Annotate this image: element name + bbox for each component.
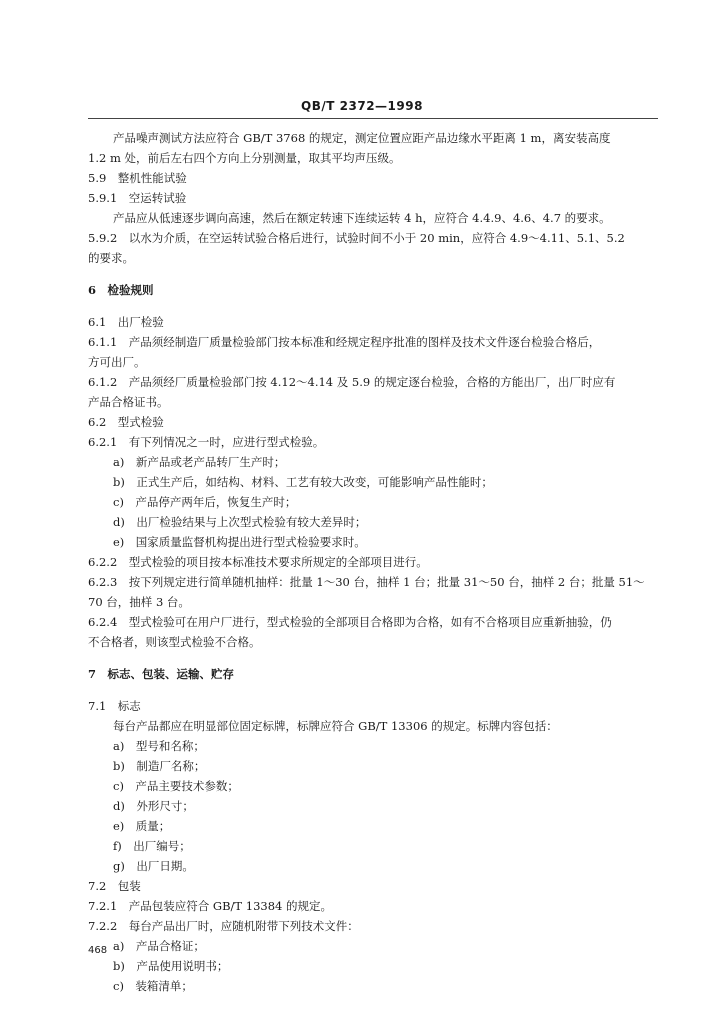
list-item: d) 外形尺寸；	[113, 799, 194, 813]
spacer	[88, 684, 658, 696]
text-line: 6.2.1 有下列情况之一时，应进行型式检验。	[88, 435, 325, 449]
list-item: c) 产品主要技术参数；	[113, 779, 239, 793]
list-item: e) 国家质量监督机构提出进行型式检验要求时。	[113, 535, 366, 549]
list-item: a) 产品合格证；	[113, 939, 205, 953]
header-rule	[88, 118, 658, 119]
text-line: 5.9.1 空运转试验	[88, 191, 187, 205]
list-item: g) 出厂日期。	[113, 859, 194, 873]
text-line: 6.2.4 型式检验可在用户厂进行，型式检验的全部项目合格即为合格，如有不合格项目应重新抽验，仍	[88, 615, 612, 629]
text-line: 1.2 m 处，前后左右四个方向上分别测量，取其平均声压级。	[88, 151, 401, 165]
text-line: 方可出厂。	[88, 355, 146, 369]
spacer	[88, 652, 658, 664]
document-body	[88, 128, 658, 996]
text-line: 6.1.2 产品须经厂质量检验部门按 4.12～4.14 及 5.9 的规定逐台检验，合格的方能出厂，出厂时应有	[88, 375, 616, 389]
text-line: 6.1.1 产品须经制造厂质量检验部门按本标准和经规定程序批准的图样及技术文件逐台检验合格后，	[88, 335, 601, 349]
text-line: 6.2 型式检验	[88, 415, 164, 429]
page-number: 468	[88, 945, 108, 956]
list-item: b) 制造厂名称；	[113, 759, 206, 773]
text-line: 7.2.2 每台产品出厂时，应随机附带下列技术文件：	[88, 919, 359, 933]
list-item: c) 装箱清单；	[113, 979, 193, 993]
text-line: 7.2 包装	[88, 879, 141, 893]
standard-header: QB/T 2372—1998	[301, 99, 423, 113]
spacer	[88, 268, 658, 280]
section-heading: 6 检验规则	[88, 283, 154, 297]
list-item: f) 出厂编号；	[113, 839, 191, 853]
text-line: 不合格者，则该型式检验不合格。	[88, 635, 261, 649]
text-line: 5.9 整机性能试验	[88, 171, 187, 185]
text-line: 6.1 出厂检验	[88, 315, 164, 329]
text-line: 产品应从低速逐步调向高速，然后在额定转速下连续运转 4 h，应符合 4.4.9、4.6、4.7 的要求。	[113, 211, 611, 225]
text-line: 产品噪声测试方法应符合 GB/T 3768 的规定，测定位置应距产品边缘水平距离 1 m，离安装高度	[113, 131, 611, 145]
list-item: b) 产品使用说明书；	[113, 959, 229, 973]
text-line: 70 台，抽样 3 台。	[88, 595, 190, 609]
list-item: c) 产品停产两年后，恢复生产时；	[113, 495, 297, 509]
list-item: e) 质量；	[113, 819, 171, 833]
text-line: 7.2.1 产品包装应符合 GB/T 13384 的规定。	[88, 899, 332, 913]
section-heading: 7 标志、包装、运输、贮存	[88, 667, 235, 681]
list-item: b) 正式生产后，如结构、材料、工艺有较大改变，可能影响产品性能时；	[113, 475, 493, 489]
text-line: 7.1 标志	[88, 699, 141, 713]
list-item: d) 出厂检验结果与上次型式检验有较大差异时；	[113, 515, 367, 529]
list-item: a) 新产品或老产品转厂生产时；	[113, 455, 286, 469]
text-line: 产品合格证书。	[88, 395, 169, 409]
text-line: 6.2.2 型式检验的项目按本标准技术要求所规定的全部项目进行。	[88, 555, 428, 569]
text-line: 的要求。	[88, 251, 134, 265]
text-line: 5.9.2 以水为介质，在空运转试验合格后进行，试验时间不小于 20 min，应符合 4.9～4.11、5.1、5.2	[88, 231, 625, 245]
text-line: 6.2.3 按下列规定进行简单随机抽样：批量 1～30 台，抽样 1 台；批量 31～50 台，抽样 2 台；批量 51～	[88, 575, 645, 589]
list-item: a) 型号和名称；	[113, 739, 205, 753]
spacer	[88, 300, 658, 312]
text-line: 每台产品都应在明显部位固定标牌，标牌应符合 GB/T 13306 的规定。标牌内容包括：	[113, 719, 558, 733]
